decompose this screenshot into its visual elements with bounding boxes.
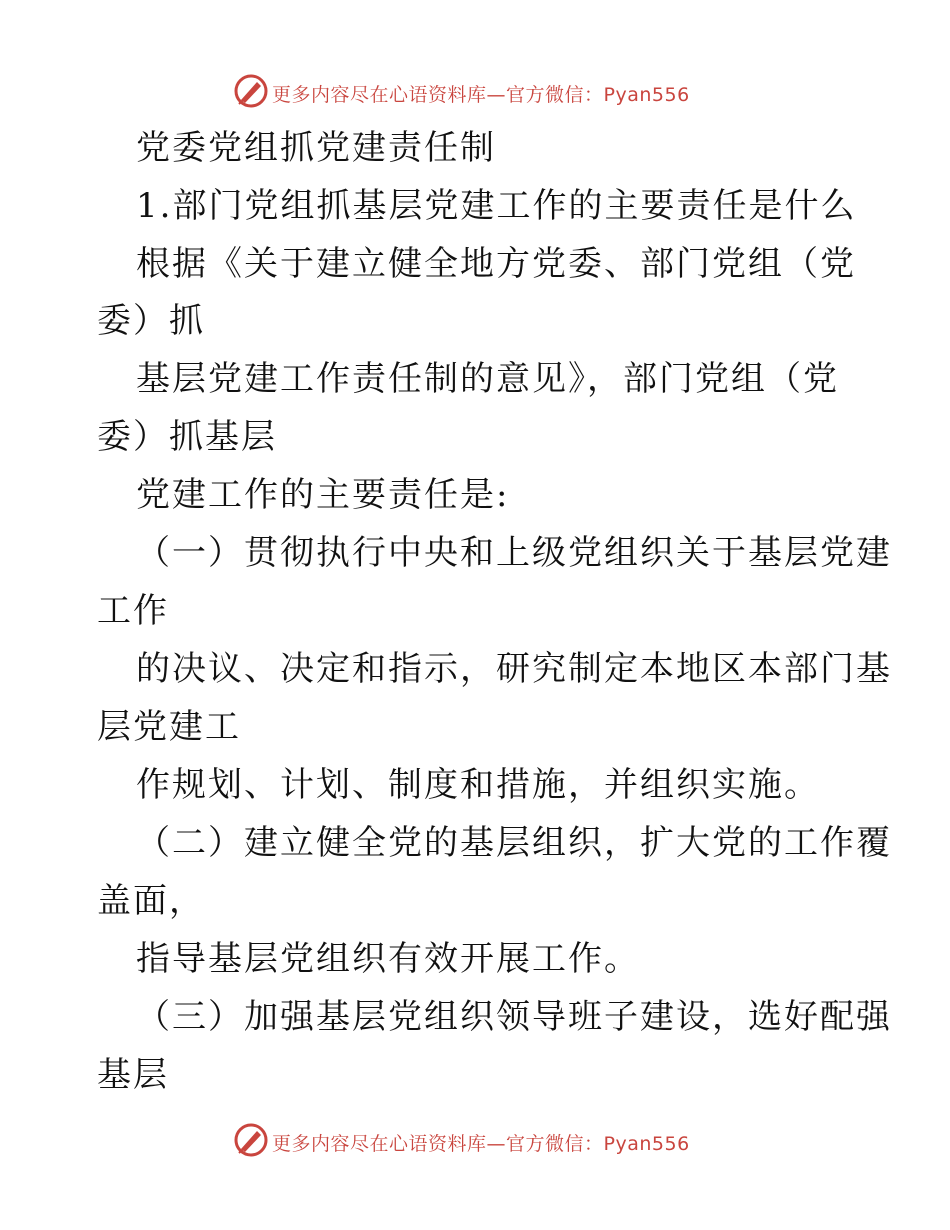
text-line: 基层	[97, 1055, 169, 1095]
text-line: 作规划、计划、制度和措施，并组织实施。	[136, 765, 820, 805]
text-line: 指导基层党组织有效开展工作。	[136, 939, 640, 979]
quill-pen-logo-icon	[233, 73, 269, 109]
list-item-3: （三）加强基层党组织领导班子建设，选好配强	[136, 997, 892, 1037]
footer-banner	[0, 1120, 950, 1160]
text-line: 盖面，	[97, 881, 205, 921]
list-item-1: （一）贯彻执行中央和上级党组织关于基层党建	[136, 533, 892, 573]
text-line: 党建工作的主要责任是:	[136, 475, 510, 515]
list-item-2: （二）建立健全党的基层组织，扩大党的工作覆	[136, 823, 892, 863]
text-line: 基层党建工作责任制的意见》，部门党组（党	[136, 359, 839, 399]
text-line: 委）抓	[97, 301, 205, 341]
text-line: 委）抓基层	[97, 417, 277, 457]
header-banner-text: 更多内容尽在心语资料库—官方微信：Pyan556	[272, 84, 690, 106]
text-line: 工作	[97, 591, 169, 631]
header-banner	[0, 71, 950, 111]
text-line: 层党建工	[97, 707, 241, 747]
text-line: 根据《关于建立健全地方党委、部门党组（党	[136, 244, 856, 284]
footer-banner-text: 更多内容尽在心语资料库—官方微信：Pyan556	[272, 1133, 690, 1155]
quill-pen-logo-icon	[233, 1122, 269, 1158]
text-line: 的决议、决定和指示，研究制定本地区本部门基	[136, 649, 892, 689]
document-title: 党委党组抓党建责任制	[136, 128, 496, 168]
question-heading: 1.部门党组抓基层党建工作的主要责任是什么	[136, 186, 857, 226]
